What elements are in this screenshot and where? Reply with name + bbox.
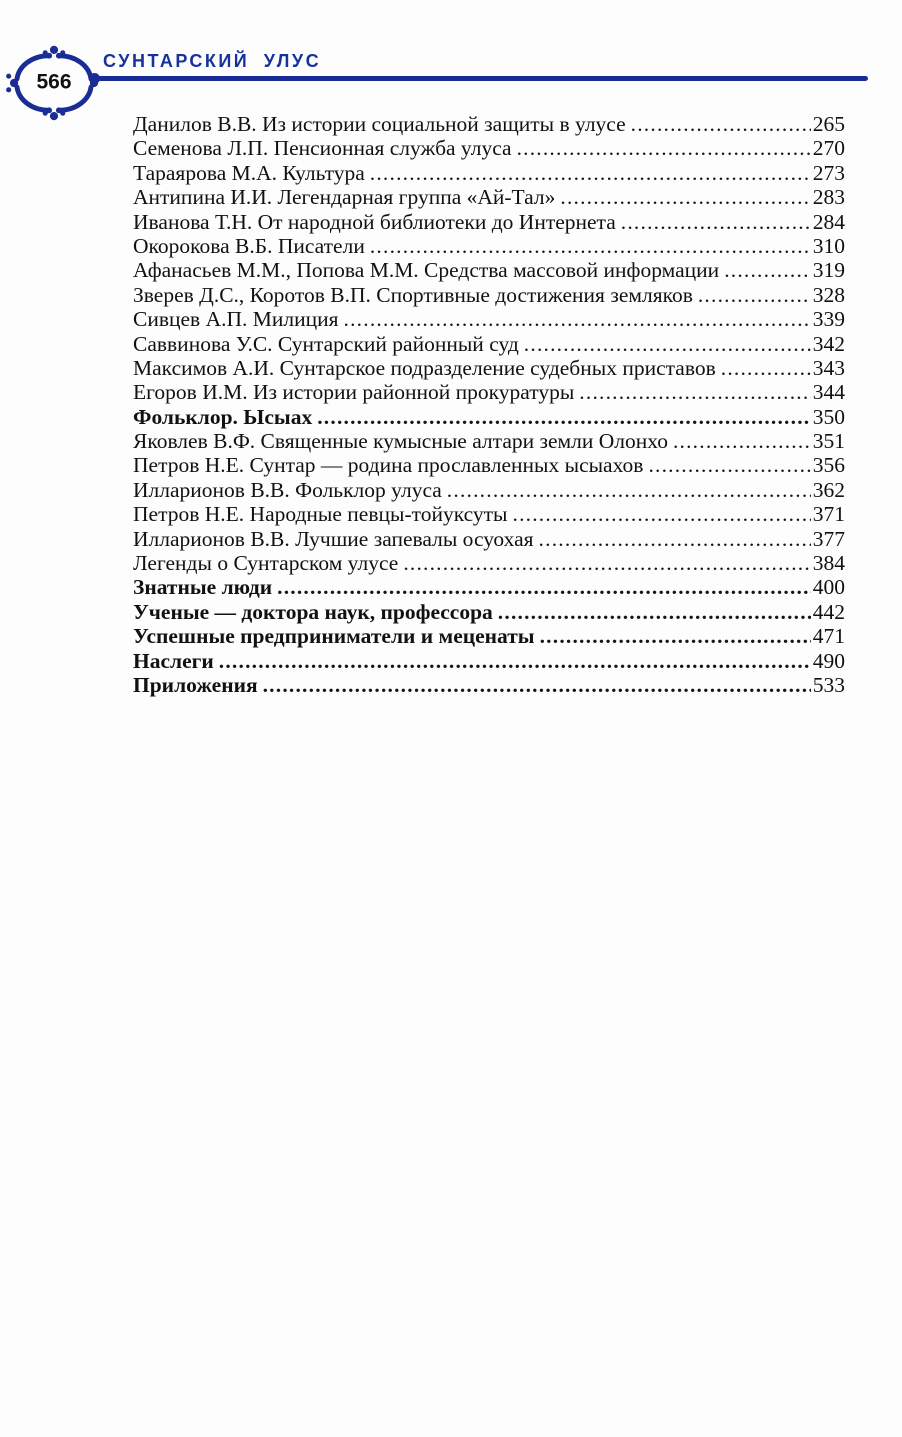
toc-entry-page: 471 [812,624,845,649]
toc-entry [133,551,845,575]
toc-entry-label: Илларионов В.В. Фольклор улуса [133,477,442,502]
toc-entry-page: 356 [812,453,845,478]
header-rule [96,76,868,81]
toc-entry-label: Тараярова М.А. Культура [133,160,365,185]
toc-entry-label: Егоров И.М. Из истории районной прокуратуры [133,380,575,405]
toc-entry [133,332,845,356]
toc-entry-label: Илларионов В.В. Лучшие запевалы осуохая [133,526,534,551]
toc-entry [133,429,845,453]
toc-entry-label: Успешные предприниматели и меценаты [133,624,535,649]
toc-dot-leader [673,429,811,453]
toc-entry [133,210,845,234]
toc-entry-page: 342 [812,331,845,356]
toc-dot-leader [724,258,811,282]
toc-entry-page: 442 [812,599,845,624]
toc-entry [133,502,845,526]
toc-entry-page: 344 [812,380,845,405]
toc-entry-page: 319 [812,258,845,283]
toc-entry-page: 270 [812,136,845,161]
toc-dot-leader [648,453,810,477]
table-of-contents [133,112,845,697]
toc-entry-label: Максимов А.И. Сунтарское подразделение судебных приставов [133,355,716,380]
toc-entry-label: Приложения [133,672,258,697]
toc-dot-leader [447,478,811,502]
toc-entry [133,527,845,551]
toc-entry-page: 351 [812,429,845,454]
toc-entry [133,185,845,209]
toc-entry-label: Семенова Л.П. Пенсионная служба улуса [133,136,512,161]
toc-dot-leader [621,210,811,234]
toc-entry [133,136,845,160]
page-number-ornament [4,44,104,122]
toc-entry-page: 350 [812,404,845,429]
toc-dot-leader [219,649,811,673]
toc-dot-leader [517,136,811,160]
toc-entry-page: 362 [812,477,845,502]
toc-entry [133,478,845,502]
toc-entry [133,649,845,673]
toc-entry-page: 339 [812,307,845,332]
toc-entry [133,234,845,258]
toc-dot-leader [403,551,810,575]
toc-entry [133,356,845,380]
toc-entry-page: 284 [812,209,845,234]
toc-entry-label: Фольклор. Ысыах [133,404,313,429]
toc-entry-page: 377 [812,526,845,551]
toc-entry [133,258,845,282]
toc-dot-leader [631,112,811,136]
toc-dot-leader [370,234,811,258]
toc-entry [133,673,845,697]
toc-entry-label: Сивцев А.П. Милиция [133,307,339,332]
toc-entry-label: Легенды о Сунтарском улусе [133,551,399,576]
toc-dot-leader [524,332,811,356]
toc-entry [133,307,845,331]
toc-entry-page: 533 [812,672,845,697]
toc-entry-page: 490 [812,648,845,673]
toc-entry [133,161,845,185]
toc-entry-label: Наслеги [133,648,214,673]
toc-entry-label: Данилов В.В. Из истории социальной защиты в улусе [133,112,626,136]
toc-entry-label: Петров Н.Е. Сунтар — родина прославленных ысыахов [133,453,644,478]
toc-entry-label: Зверев Д.С., Коротов В.П. Спортивные достижения земляков [133,282,693,307]
toc-entry-page: 265 [812,112,845,136]
toc-entry-page: 343 [812,355,845,380]
toc-entry [133,453,845,477]
toc-entry-label: Саввинова У.С. Сунтарский районный суд [133,331,519,356]
toc-dot-leader [540,624,811,648]
toc-entry-page: 283 [812,185,845,210]
page-number: 566 [36,70,72,94]
running-title: СУНТАРСКИЙ УЛУС [103,51,322,71]
toc-dot-leader [498,600,811,624]
toc-entry [133,112,845,136]
toc-dot-leader [370,161,811,185]
toc-entry-label: Антипина И.И. Легендарная группа «Ай-Тал» [133,185,556,210]
toc-entry [133,575,845,599]
toc-entry-label: Петров Н.Е. Народные певцы-тойуксуты [133,502,508,527]
toc-entry [133,380,845,404]
toc-entry-page: 328 [812,282,845,307]
toc-entry-page: 273 [812,160,845,185]
toc-dot-leader [317,405,811,429]
toc-dot-leader [698,283,811,307]
toc-dot-leader [513,502,811,526]
toc-entry-label: Яковлев В.Ф. Священные кумысные алтари земли Олонхо [133,429,668,454]
toc-entry [133,405,845,429]
toc-entry-label: Знатные люди [133,575,273,600]
toc-dot-leader [579,380,810,404]
toc-entry-page: 310 [812,233,845,258]
toc-entry-label: Ученые — доктора наук, профессора [133,599,493,624]
toc-entry-label: Афанасьев М.М., Попова М.М. Средства массовой информации [133,258,720,283]
toc-dot-leader [277,575,811,599]
toc-entry-page: 371 [812,502,845,527]
toc-dot-leader [344,307,811,331]
toc-entry [133,283,845,307]
toc-entry-label: Иванова Т.Н. От народной библиотеки до Интернета [133,209,616,234]
toc-dot-leader [539,527,811,551]
toc-dot-leader [263,673,811,697]
toc-entry-label: Окорокова В.Б. Писатели [133,233,365,258]
toc-entry-page: 384 [812,551,845,576]
toc-entry-page: 400 [812,575,845,600]
toc-dot-leader [721,356,811,380]
toc-dot-leader [560,185,810,209]
toc-entry [133,624,845,648]
toc-entry [133,600,845,624]
